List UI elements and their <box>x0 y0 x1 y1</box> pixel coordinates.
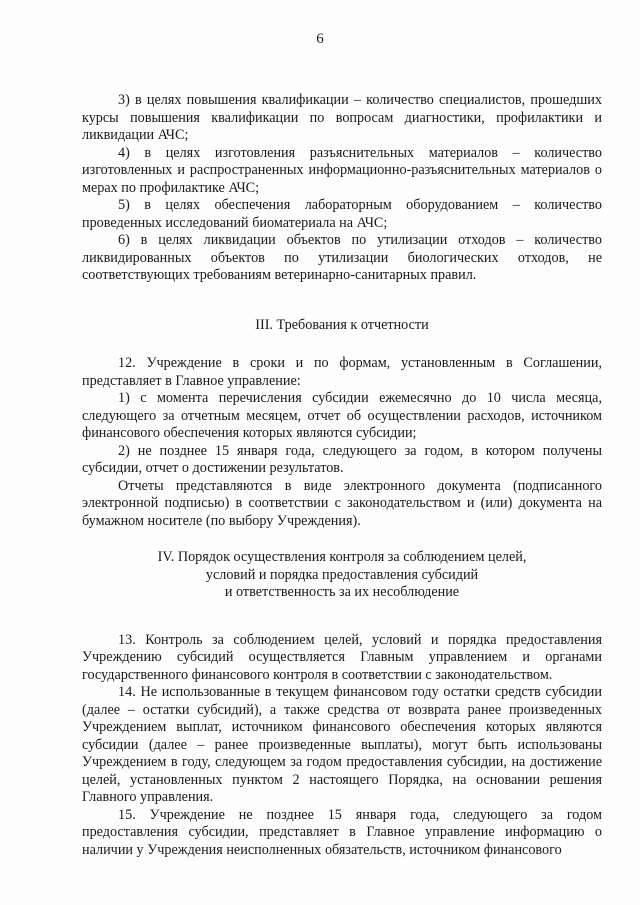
paragraph-12-item-2: 2) не позднее 15 января года, следующего за годом, в котором получены субсидии, отчет о достижении результатов. <box>82 442 602 476</box>
paragraph-13: 13. Контроль за соблюдением целей, условий и порядка предоставления Учреждению субсидий осуществляется Главным управлением и органами государственного финансового контроля в соответствии с законодательством. <box>82 631 602 683</box>
paragraph-item-6: 6) в целях ликвидации объектов по утилизации отходов – количество ликвидированных объектов по утилизации биологических отходов, не соответствующих требованиям ветеринарно-санитарных правил. <box>82 232 602 283</box>
section-heading-4-line3: и ответственность за их несоблюдение <box>224 584 460 600</box>
section-heading-4-line2: условий и порядка предоставления субсидий <box>205 566 479 583</box>
paragraph-item-5: 5) в целях обеспечения лабораторным оборудованием – количество проведенных исследований биоматериала на АЧС; <box>82 197 602 231</box>
paragraph-12: 12. Учреждение в сроки и по формам, установленным в Соглашении, представляет в Главное управление: <box>82 355 602 389</box>
paragraph-14: 14. Не использованные в текущем финансовом году остатки средств субсидии (далее – остатки субсидий), а также средства от возврата ранее произведенных Учреждением выплат, источником финансового обеспечения которых являются субсидии (далее – ранее произведенные выплаты), могут быть использованы Учреждением в году, следующем за годом предоставления субсидии, на достижение целей, установленных пунктом 2 настоящего Порядка, на основании решения Главного управления. <box>82 684 602 805</box>
paragraph-15: 15. Учреждение не позднее 15 января года, следующего за годом предоставления субсидии, представляет в Главное управление информацию о наличии у Учреждения неисполненных обязательств, источником финансового <box>82 806 602 858</box>
paragraph-item-4: 4) в целях изготовления разъяснительных материалов – количество изготовленных и распространенных информационно-разъяснительных материалов о мерах по профилактике АЧС; <box>82 144 602 196</box>
paragraph-12-item-1: 1) с момента перечисления субсидии ежемесячно до 10 числа месяца, следующего за отчетным месяцем, отчет об осуществлении расходов, источником финансового обеспечения которых являются субсидии; <box>82 390 602 441</box>
page-number: 6 <box>316 31 324 47</box>
section-heading-3: III. Требования к отчетности <box>255 316 429 333</box>
paragraph-item-3: 3) в целях повышения квалификации – количество специалистов, прошедших курсы повышения квалификации по вопросам диагностики, профилактики и ликвидации АЧС; <box>82 92 602 143</box>
section-heading-4-line1: IV. Порядок осуществления контроля за соблюдением целей, <box>157 549 527 565</box>
document-body <box>82 92 602 859</box>
paragraph-reports-format: Отчеты представляются в виде электронного документа (подписанного электронной подписью) в соответствии с законодательством и (или) документа на бумажном носителе (по выбору Учреждения). <box>82 477 602 529</box>
